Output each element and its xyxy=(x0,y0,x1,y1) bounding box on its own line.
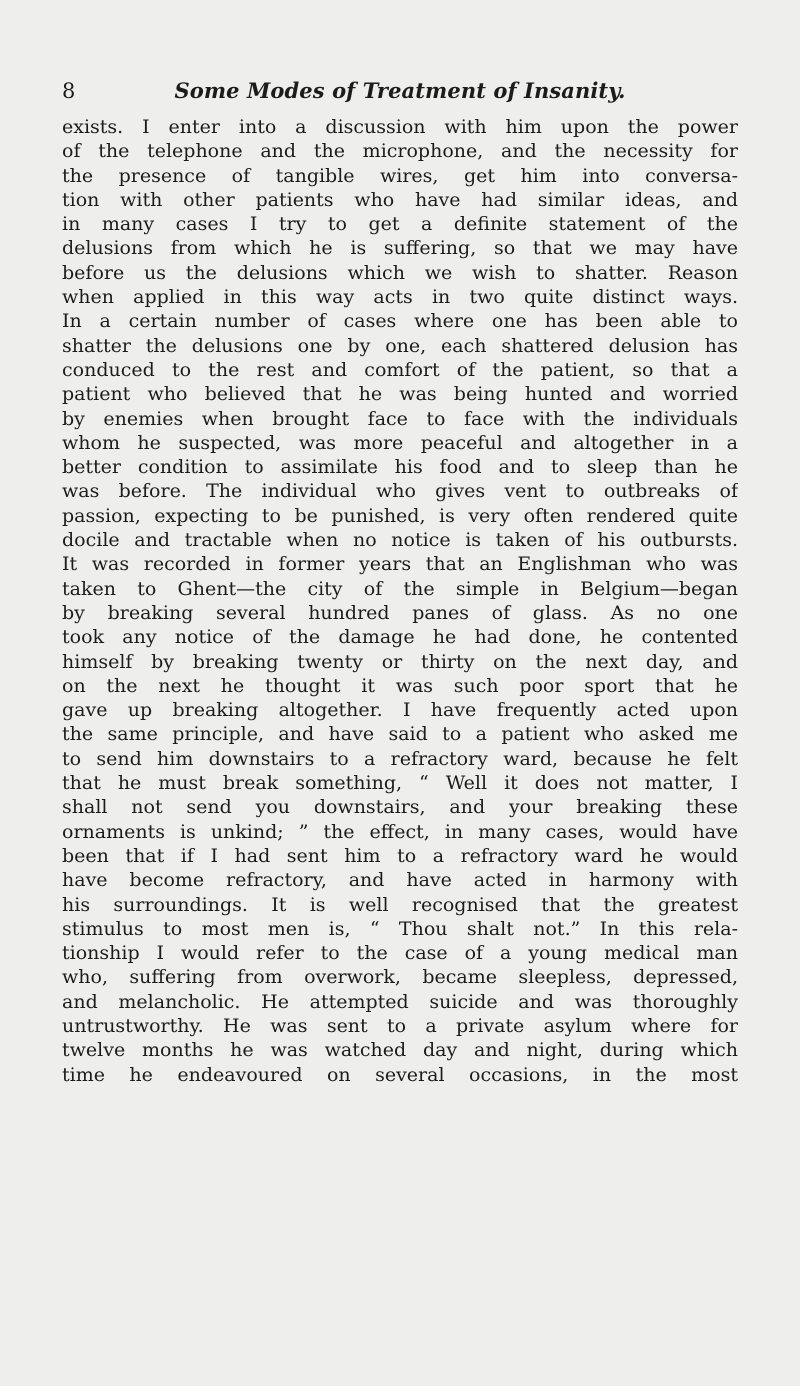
text-line: have become refractory, and have acted in harmony with xyxy=(62,869,738,892)
text-line: shatter the delusions one by one, each shattered delusion has xyxy=(62,334,738,357)
text-line: exists. I enter into a discussion with him upon the power xyxy=(62,116,738,138)
text-line: that he must break something, “ Well it does not matter, I xyxy=(62,772,738,795)
text-line: of the telephone and the microphone, and the necessity for xyxy=(62,140,738,163)
page-number: 8 xyxy=(62,79,76,103)
text-line: stimulus to most men is, “ Thou shalt not.” In this rela- xyxy=(62,917,738,940)
text-line: in many cases I try to get a definite statement of the xyxy=(62,213,738,236)
text-line: on the next he thought it was such poor sport that he xyxy=(62,674,738,697)
text-line: when applied in this way acts in two quite distinct ways. xyxy=(62,286,738,309)
text-line: tion with other patients who have had similar ideas, and xyxy=(62,188,738,211)
text-line: before us the delusions which we wish to shatter. Reason xyxy=(62,261,738,284)
text-line: the presence of tangible wires, get him into conversa- xyxy=(62,164,738,187)
text-line: shall not send you downstairs, and your breaking these xyxy=(62,796,738,819)
text-line: and melancholic. He attempted suicide and was thoroughly xyxy=(62,990,738,1013)
running-title: Some Modes of Treatment of Insanity. xyxy=(174,78,626,103)
text-line: gave up breaking altogether. I have frequently acted upon xyxy=(62,699,738,722)
text-line: his surroundings. It is well recognised that the greatest xyxy=(62,893,738,916)
text-line: took any notice of the damage he had done, he contented xyxy=(62,626,738,649)
running-head xyxy=(0,76,800,106)
text-line: better condition to assimilate his food and to sleep than he xyxy=(62,456,738,479)
text-line: ornaments is unkind; ” the effect, in many cases, would have xyxy=(62,820,738,843)
text-line: untrustworthy. He was sent to a private asylum where for xyxy=(62,1014,738,1037)
text-line: was before. The individual who gives vent to outbreaks of xyxy=(62,480,738,503)
text-line: to send him downstairs to a refractory ward, because he felt xyxy=(62,747,738,770)
text-line: who, suffering from overwork, became sleepless, depressed, xyxy=(62,966,738,989)
text-line: delusions from which he is suffering, so that we may have xyxy=(62,237,738,260)
text-line: twelve months he was watched day and night, during which xyxy=(62,1039,738,1062)
text-line: patient who believed that he was being hunted and worried xyxy=(62,383,738,406)
body-text xyxy=(62,115,738,1087)
text-line: It was recorded in former years that an Englishman who was xyxy=(62,553,738,576)
text-line: by breaking several hundred panes of glass. As no one xyxy=(62,601,738,624)
text-line: the same principle, and have said to a patient who asked me xyxy=(62,723,738,746)
text-line: whom he suspected, was more peaceful and altogether in a xyxy=(62,431,738,454)
text-line: time he endeavoured on several occasions, in the most xyxy=(62,1063,738,1086)
text-line: passion, expecting to be punished, is very often rendered quite xyxy=(62,504,738,527)
text-line: taken to Ghent—the city of the simple in Belgium—began xyxy=(62,577,738,600)
text-line: by enemies when brought face to face with the individuals xyxy=(62,407,738,430)
text-line: In a certain number of cases where one has been able to xyxy=(62,310,738,333)
text-line: himself by breaking twenty or thirty on the next day, and xyxy=(62,650,738,673)
text-line: tionship I would refer to the case of a young medical man xyxy=(62,942,738,965)
text-line: conduced to the rest and comfort of the patient, so that a xyxy=(62,358,738,381)
text-line: been that if I had sent him to a refractory ward he would xyxy=(62,844,738,867)
text-line: docile and tractable when no notice is taken of his outbursts. xyxy=(62,529,738,552)
